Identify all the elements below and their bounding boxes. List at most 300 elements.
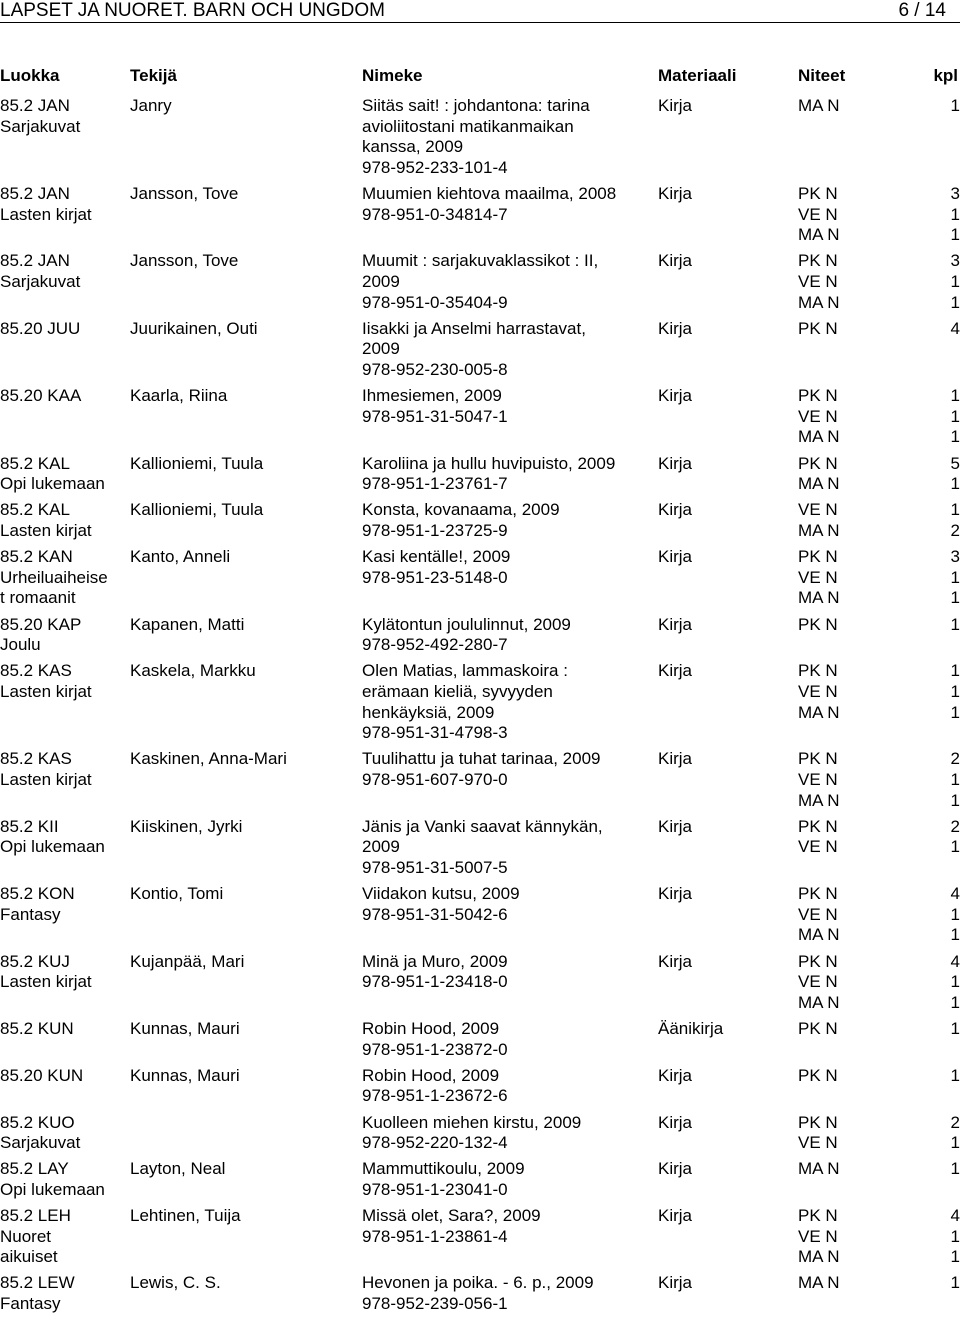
class-code-line: Opi lukemaan xyxy=(0,1179,105,1199)
author-cell xyxy=(130,661,360,682)
holding-line xyxy=(798,474,960,495)
holding-line xyxy=(798,1113,960,1134)
holding-count: 1 xyxy=(950,567,960,587)
holding-count: 1 xyxy=(950,406,960,426)
author-name: Janry xyxy=(130,96,172,115)
table-row xyxy=(0,500,960,547)
title-line: 978-951-1-23041-0 xyxy=(362,1179,508,1199)
title-line: 978-952-220-132-4 xyxy=(362,1133,508,1153)
table-row xyxy=(0,661,960,749)
class-code-line: aikuiset xyxy=(0,1247,58,1267)
author-cell xyxy=(130,1159,360,1180)
holding-line xyxy=(798,386,960,407)
holding-line xyxy=(798,682,960,703)
holding-count: 3 xyxy=(950,251,960,271)
holding-count: 3 xyxy=(950,547,960,567)
title-line: 2009 xyxy=(362,339,400,359)
holding-location: VE N xyxy=(798,904,838,924)
material-cell xyxy=(658,319,778,340)
material-cell xyxy=(658,1066,778,1087)
holdings-cell xyxy=(798,1273,960,1294)
column-headers xyxy=(0,66,960,88)
title-line: henkäyksiä, 2009 xyxy=(362,702,495,722)
holding-line xyxy=(798,972,960,993)
author-name: Kunnas, Mauri xyxy=(130,1065,240,1085)
holding-count: 1 xyxy=(950,837,960,857)
class-code-cell xyxy=(0,454,128,495)
holding-line xyxy=(798,1133,960,1154)
author-name: Juurikainen, Outi xyxy=(130,318,258,338)
class-code-line: Lasten kirjat xyxy=(0,520,92,540)
column-header-tekija: Tekijä xyxy=(130,66,177,85)
title-cell xyxy=(362,749,652,790)
holding-line xyxy=(798,454,960,475)
column-header-niteet: Niteet xyxy=(798,66,846,85)
holding-count: 1 xyxy=(950,204,960,224)
author-name: Lehtinen, Tuija xyxy=(130,1206,241,1226)
holding-line xyxy=(798,1227,960,1248)
holdings-cell xyxy=(798,547,960,609)
class-code-line: 85.2 KII xyxy=(0,816,59,836)
author-name: Kaarla, Riina xyxy=(130,386,228,406)
class-code-line: 85.20 KUN xyxy=(0,1065,84,1085)
column-header-materiaali: Materiaali xyxy=(658,66,737,85)
class-code-cell xyxy=(0,1159,128,1200)
holding-location: PK N xyxy=(798,749,838,769)
table-row xyxy=(0,454,960,501)
holding-line xyxy=(798,225,960,246)
author-cell xyxy=(130,547,360,568)
holding-line xyxy=(798,905,960,926)
holdings-cell xyxy=(798,96,960,117)
holdings-cell xyxy=(798,661,960,723)
holding-line xyxy=(798,837,960,858)
class-code-line: t romaanit xyxy=(0,588,76,608)
holding-count: 1 xyxy=(950,474,960,494)
title-cell xyxy=(362,884,652,925)
title-line: Hevonen ja poika. - 6. p., 2009 xyxy=(362,1273,594,1293)
title-line: kanssa, 2009 xyxy=(362,137,464,157)
holding-count: 1 xyxy=(950,271,960,291)
class-code-line: Sarjakuvat xyxy=(0,271,81,291)
holding-location: MA N xyxy=(798,1159,840,1179)
holdings-cell xyxy=(798,1159,960,1180)
table-row xyxy=(0,386,960,453)
author-name: Jansson, Tove xyxy=(130,251,239,271)
holding-count: 1 xyxy=(950,702,960,722)
holding-location: PK N xyxy=(798,251,838,271)
holdings-cell xyxy=(798,386,960,448)
holding-line xyxy=(798,500,960,521)
author-name: Kaskela, Markku xyxy=(130,661,256,681)
holding-location: VE N xyxy=(798,271,838,291)
material-type: Kirja xyxy=(658,1206,693,1226)
holdings-cell xyxy=(798,319,960,340)
class-code-line: 85.2 KAN xyxy=(0,547,73,567)
class-code-line: 85.2 KAL xyxy=(0,500,70,520)
holdings-cell xyxy=(798,1206,960,1268)
holding-count: 1 xyxy=(950,427,960,447)
title-cell xyxy=(362,251,652,313)
holding-location: PK N xyxy=(798,547,838,567)
holding-location: PK N xyxy=(798,951,838,971)
holding-line xyxy=(798,615,960,636)
title-line: Robin Hood, 2009 xyxy=(362,1018,500,1038)
title-line: Muumit : sarjakuvaklassikot : II, xyxy=(362,251,599,271)
holding-line xyxy=(798,521,960,542)
class-code-line: Urheiluaiheise xyxy=(0,567,108,587)
holding-line xyxy=(798,749,960,770)
material-type: Kirja xyxy=(658,453,693,473)
title-line: Viidakon kutsu, 2009 xyxy=(362,884,520,904)
title-line: 978-952-233-101-4 xyxy=(362,157,508,177)
author-cell xyxy=(130,319,360,340)
holding-location: PK N xyxy=(798,661,838,681)
holding-line xyxy=(798,817,960,838)
holding-count: 1 xyxy=(950,96,960,115)
title-cell xyxy=(362,319,652,381)
holding-count: 4 xyxy=(950,884,960,904)
class-code-cell xyxy=(0,1066,128,1087)
title-line: Karoliina ja hullu huvipuisto, 2009 xyxy=(362,453,616,473)
author-cell xyxy=(130,1273,360,1294)
holding-count: 1 xyxy=(950,1159,960,1179)
title-line: Kylätontun joululinnut, 2009 xyxy=(362,614,571,634)
class-code-line: Sarjakuvat xyxy=(0,116,81,136)
author-cell xyxy=(130,251,360,272)
class-code-cell xyxy=(0,952,128,993)
author-cell xyxy=(130,615,360,636)
holding-count: 1 xyxy=(950,769,960,789)
title-cell xyxy=(362,1159,652,1200)
title-line: Missä olet, Sara?, 2009 xyxy=(362,1206,541,1226)
holding-location: VE N xyxy=(798,972,838,992)
class-code-line: 85.2 LAY xyxy=(0,1159,69,1179)
holding-count: 2 xyxy=(950,816,960,836)
author-name: Kunnas, Mauri xyxy=(130,1018,240,1038)
table-row xyxy=(0,1159,960,1206)
title-cell xyxy=(362,615,652,656)
holding-location: VE N xyxy=(798,837,838,857)
class-code-cell xyxy=(0,500,128,541)
table-row xyxy=(0,884,960,951)
author-name: Kaskinen, Anna-Mari xyxy=(130,749,287,769)
title-cell xyxy=(362,1019,652,1060)
holding-line xyxy=(798,205,960,226)
holding-count: 1 xyxy=(950,661,960,681)
author-cell xyxy=(130,386,360,407)
material-cell xyxy=(658,661,778,682)
class-code-cell xyxy=(0,319,128,340)
class-code-line: 85.2 KUO xyxy=(0,1112,75,1132)
title-line: 978-951-31-4798-3 xyxy=(362,723,508,743)
title-cell xyxy=(362,547,652,588)
title-line: 2009 xyxy=(362,271,400,291)
table-row xyxy=(0,319,960,386)
holding-location: MA N xyxy=(798,225,840,245)
holding-location: PK N xyxy=(798,816,838,836)
class-code-cell xyxy=(0,749,128,790)
holding-location: PK N xyxy=(798,453,838,473)
class-code-cell xyxy=(0,615,128,656)
title-line: 978-951-1-23672-6 xyxy=(362,1086,508,1106)
holding-line xyxy=(798,568,960,589)
holding-count: 2 xyxy=(950,1112,960,1132)
holding-count: 1 xyxy=(950,1226,960,1246)
holding-line xyxy=(798,1159,960,1180)
holding-count: 1 xyxy=(950,500,960,520)
holding-location: PK N xyxy=(798,1065,838,1085)
holdings-cell xyxy=(798,184,960,246)
holding-line xyxy=(798,703,960,724)
class-code-cell xyxy=(0,184,128,225)
material-type: Kirja xyxy=(658,749,693,769)
title-line: 978-951-1-23861-4 xyxy=(362,1226,508,1246)
title-line: 978-951-0-34814-7 xyxy=(362,204,508,224)
class-code-line: 85.2 KAL xyxy=(0,453,70,473)
material-type: Kirja xyxy=(658,184,693,203)
holding-count: 1 xyxy=(950,1065,960,1085)
material-cell xyxy=(658,454,778,475)
material-cell xyxy=(658,500,778,521)
class-code-cell xyxy=(0,661,128,702)
material-cell xyxy=(658,952,778,973)
author-cell xyxy=(130,184,360,205)
title-cell xyxy=(362,500,652,541)
holding-count: 4 xyxy=(950,318,960,338)
class-code-line: 85.20 JUU xyxy=(0,318,81,338)
page-title: LAPSET JA NUORET. BARN OCH UNGDOM xyxy=(0,0,385,21)
author-name: Kallioniemi, Tuula xyxy=(130,453,264,473)
holding-location: MA N xyxy=(798,474,840,494)
material-cell xyxy=(658,884,778,905)
title-line: 978-951-0-35404-9 xyxy=(362,292,508,312)
author-name: Lewis, C. S. xyxy=(130,1273,221,1293)
class-code-line: 85.2 JAN xyxy=(0,251,70,271)
material-cell xyxy=(658,615,778,636)
table-row xyxy=(0,952,960,1019)
material-type: Kirja xyxy=(658,96,693,115)
title-cell xyxy=(362,952,652,993)
holding-count: 1 xyxy=(950,225,960,245)
material-type: Kirja xyxy=(658,884,693,904)
material-type: Kirja xyxy=(658,614,693,634)
holdings-cell xyxy=(798,884,960,946)
material-cell xyxy=(658,184,778,205)
material-type: Kirja xyxy=(658,500,693,520)
holding-location: MA N xyxy=(798,588,840,608)
holdings-cell xyxy=(798,500,960,541)
material-type: Kirja xyxy=(658,547,693,567)
title-line: Olen Matias, lammaskoira : xyxy=(362,661,568,681)
title-cell xyxy=(362,386,652,427)
table-row xyxy=(0,96,960,184)
material-type: Kirja xyxy=(658,1159,693,1179)
class-code-cell xyxy=(0,1113,128,1154)
title-line: Robin Hood, 2009 xyxy=(362,1065,500,1085)
title-line: 2009 xyxy=(362,837,400,857)
class-code-line: Lasten kirjat xyxy=(0,769,92,789)
material-type: Kirja xyxy=(658,1112,693,1132)
column-header-luokka: Luokka xyxy=(0,66,60,85)
holding-count: 1 xyxy=(950,1133,960,1153)
holding-line xyxy=(798,319,960,340)
holdings-cell xyxy=(798,1019,960,1040)
material-type: Kirja xyxy=(658,816,693,836)
class-code-line: 85.2 KON xyxy=(0,884,75,904)
holding-count: 1 xyxy=(950,972,960,992)
class-code-cell xyxy=(0,1206,128,1268)
title-cell xyxy=(362,1113,652,1154)
holding-location: MA N xyxy=(798,702,840,722)
holding-count: 1 xyxy=(950,790,960,810)
class-code-line: Joulu xyxy=(0,635,41,655)
table-row xyxy=(0,1273,960,1320)
title-line: Tuulihattu ja tuhat tarinaa, 2009 xyxy=(362,749,601,769)
holding-line xyxy=(798,407,960,428)
material-cell xyxy=(658,1159,778,1180)
author-cell xyxy=(130,500,360,521)
class-code-cell xyxy=(0,1019,128,1040)
material-type: Kirja xyxy=(658,951,693,971)
class-code-cell xyxy=(0,251,128,292)
holding-line xyxy=(798,1273,960,1294)
title-line: Muumien kiehtova maailma, 2008 xyxy=(362,184,617,203)
holding-location: PK N xyxy=(798,1112,838,1132)
class-code-line: 85.2 KUJ xyxy=(0,951,70,971)
holding-line xyxy=(798,547,960,568)
author-cell xyxy=(130,952,360,973)
material-cell xyxy=(658,96,778,117)
title-cell xyxy=(362,1273,652,1314)
title-line: 978-951-607-970-0 xyxy=(362,769,508,789)
holding-line xyxy=(798,427,960,448)
table-row xyxy=(0,1206,960,1273)
holding-count: 1 xyxy=(950,992,960,1012)
title-line: Kuolleen miehen kirstu, 2009 xyxy=(362,1112,582,1132)
title-line: Iisakki ja Anselmi harrastavat, xyxy=(362,318,586,338)
author-name: Kanto, Anneli xyxy=(130,547,231,567)
holding-location: PK N xyxy=(798,386,838,406)
title-line: Kasi kentälle!, 2009 xyxy=(362,547,511,567)
author-name: Kujanpää, Mari xyxy=(130,951,245,971)
holding-count: 1 xyxy=(950,386,960,406)
title-line: 978-951-31-5007-5 xyxy=(362,857,508,877)
title-cell xyxy=(362,1206,652,1247)
holding-location: VE N xyxy=(798,769,838,789)
holdings-cell xyxy=(798,251,960,313)
holding-count: 1 xyxy=(950,1273,960,1293)
holding-location: MA N xyxy=(798,790,840,810)
holding-count: 4 xyxy=(950,951,960,971)
table-row xyxy=(0,251,960,318)
holding-count: 2 xyxy=(950,520,960,540)
table-row xyxy=(0,1113,960,1160)
material-cell xyxy=(658,749,778,770)
holding-location: MA N xyxy=(798,925,840,945)
holdings-cell xyxy=(798,952,960,1014)
holding-line xyxy=(798,1247,960,1268)
class-code-line: Opi lukemaan xyxy=(0,474,105,494)
holdings-cell xyxy=(798,1113,960,1154)
title-line: 978-952-239-056-1 xyxy=(362,1294,508,1314)
title-line: 978-951-1-23872-0 xyxy=(362,1039,508,1059)
column-header-kpl: kpl xyxy=(933,66,958,85)
material-type: Kirja xyxy=(658,1065,693,1085)
class-code-cell xyxy=(0,386,128,407)
holding-location: MA N xyxy=(798,520,840,540)
holding-line xyxy=(798,184,960,205)
title-line: Siitäs sait! : johdantona: tarina xyxy=(362,96,590,115)
holding-count: 5 xyxy=(950,453,960,473)
holding-count: 4 xyxy=(950,1206,960,1226)
title-line: Konsta, kovanaama, 2009 xyxy=(362,500,560,520)
holding-line xyxy=(798,96,960,117)
class-code-cell xyxy=(0,1273,128,1314)
author-name: Kallioniemi, Tuula xyxy=(130,500,264,520)
holding-count: 1 xyxy=(950,904,960,924)
author-cell xyxy=(130,1206,360,1227)
holding-location: VE N xyxy=(798,1226,838,1246)
holding-location: VE N xyxy=(798,567,838,587)
holding-location: VE N xyxy=(798,204,838,224)
holding-count: 1 xyxy=(950,292,960,312)
holding-count: 1 xyxy=(950,1247,960,1267)
title-cell xyxy=(362,1066,652,1107)
author-cell xyxy=(130,1066,360,1087)
holding-line xyxy=(798,251,960,272)
class-code-cell xyxy=(0,884,128,925)
title-line: erämaan kieliä, syvyyden xyxy=(362,681,553,701)
title-line: 978-952-230-005-8 xyxy=(362,359,508,379)
holding-location: MA N xyxy=(798,292,840,312)
author-cell xyxy=(130,1019,360,1040)
title-line: 978-952-492-280-7 xyxy=(362,635,508,655)
title-line: 978-951-1-23761-7 xyxy=(362,474,508,494)
title-cell xyxy=(362,661,652,743)
material-type: Kirja xyxy=(658,661,693,681)
holding-location: MA N xyxy=(798,992,840,1012)
holding-line xyxy=(798,293,960,314)
class-code-line: Fantasy xyxy=(0,1294,61,1314)
table-row xyxy=(0,184,960,251)
material-type: Kirja xyxy=(658,386,693,406)
table-row xyxy=(0,615,960,662)
material-type: Kirja xyxy=(658,1273,693,1293)
holding-location: PK N xyxy=(798,184,838,203)
title-cell xyxy=(362,817,652,879)
author-name: Jansson, Tove xyxy=(130,184,239,203)
holding-location: MA N xyxy=(798,1273,840,1293)
author-cell xyxy=(130,884,360,905)
class-code-line: Lasten kirjat xyxy=(0,681,92,701)
holding-line xyxy=(798,952,960,973)
holding-location: VE N xyxy=(798,681,838,701)
class-code-cell xyxy=(0,817,128,858)
holding-location: PK N xyxy=(798,1018,838,1038)
table-row xyxy=(0,749,960,816)
author-cell xyxy=(130,96,360,117)
holding-location: PK N xyxy=(798,884,838,904)
title-line: 978-951-31-5042-6 xyxy=(362,904,508,924)
material-cell xyxy=(658,1113,778,1134)
class-code-line: 85.2 KAS xyxy=(0,749,72,769)
material-type: Kirja xyxy=(658,318,693,338)
holdings-cell xyxy=(798,749,960,811)
class-code-line: Nuoret xyxy=(0,1226,52,1246)
author-name: Kapanen, Matti xyxy=(130,614,245,634)
material-type: Kirja xyxy=(658,251,693,271)
